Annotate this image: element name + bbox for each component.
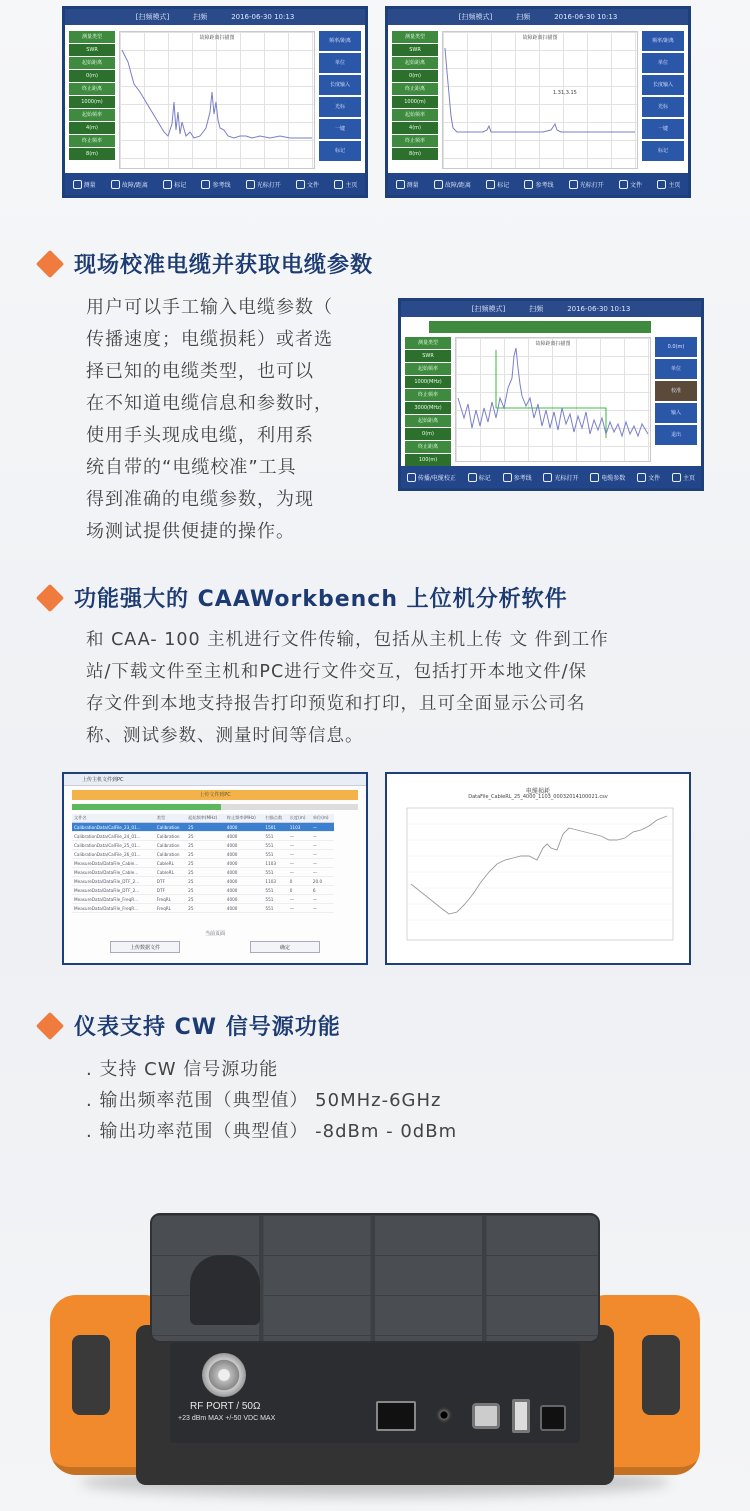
table-cell: 4000 xyxy=(225,895,264,904)
table-cell: 25 xyxy=(186,877,225,886)
paragraph-line: 得到准确的电缆参数，为现 xyxy=(86,489,314,510)
tab-cable-calibration: 传播/电缆校正 xyxy=(407,473,456,482)
distance-icon xyxy=(111,180,120,189)
table-cell: 551 xyxy=(263,895,287,904)
table-cell: — xyxy=(288,832,311,841)
menu-item: 长度输入 xyxy=(319,75,361,95)
menu-item: 长度输入 xyxy=(642,75,684,95)
menu-item: 校准 xyxy=(655,381,697,401)
table-cell: 1501 xyxy=(263,823,287,832)
table-cell: Calibration xyxy=(155,832,186,841)
table-cell: MeasureData/DataFile_DTF_2... xyxy=(72,877,155,886)
table-cell: 25 xyxy=(186,904,225,913)
home-icon xyxy=(657,180,666,189)
menu-item: 终止频率 xyxy=(392,135,438,147)
file-icon xyxy=(637,473,646,482)
audio-jack xyxy=(436,1407,452,1423)
table-cell: 4000 xyxy=(225,868,264,877)
section2-paragraph xyxy=(86,624,726,752)
status-mode: [扫频模式] xyxy=(458,13,493,21)
menu-item: 1000(m) xyxy=(392,96,438,108)
diamond-bullet-icon xyxy=(36,1011,64,1039)
table-cell: — xyxy=(311,895,334,904)
table-cell: — xyxy=(288,850,311,859)
table-cell: 25 xyxy=(186,832,225,841)
table-cell: CalibrationData/CalFile_26_01... xyxy=(72,850,155,859)
tab-measure: 测量 xyxy=(73,180,96,189)
table-cell: 20.0 xyxy=(311,877,334,886)
status-title: 扫频 xyxy=(516,13,531,21)
paragraph-line: 使用手头现成电缆，利用系 xyxy=(86,425,314,446)
menu-item: 起始频率 xyxy=(69,109,115,121)
menu-item: 频率/距离 xyxy=(642,31,684,51)
paragraph-line: 场测试提供便捷的操作。 xyxy=(86,521,295,542)
table-cell: 25 xyxy=(186,859,225,868)
trace-line xyxy=(120,32,316,148)
table-cell: 6 xyxy=(311,886,334,895)
table-row[interactable] xyxy=(72,823,334,832)
list-item: . 支持 CW 信号源功能 xyxy=(86,1059,279,1080)
tab-marker: 标记 xyxy=(468,473,491,482)
table-cell: DTF xyxy=(155,877,186,886)
menu-item: 测量类型 xyxy=(392,31,438,43)
table-cell: CableRL xyxy=(155,868,186,877)
column-header: 扫描点数 xyxy=(263,814,287,823)
reference-icon xyxy=(524,180,533,189)
left-menu xyxy=(392,31,438,161)
menu-item: 终止距离 xyxy=(392,83,438,95)
left-menu xyxy=(69,31,115,161)
status-title: 扫频 xyxy=(529,305,544,313)
table-cell: MeasureData/DataFile_Cable... xyxy=(72,868,155,877)
table-cell: 0 xyxy=(288,877,311,886)
table-cell: 1103 xyxy=(263,877,287,886)
trace-line xyxy=(443,32,639,148)
table-row[interactable] xyxy=(72,895,334,904)
section-title: 仪表支持 CW 信号源功能 xyxy=(74,1015,341,1040)
status-time: 2016-06-30 10:13 xyxy=(567,305,631,313)
menu-item: 1000(m) xyxy=(69,96,115,108)
tab-measure: 测量 xyxy=(396,180,419,189)
paragraph-line: 用户可以手工输入电缆参数（ xyxy=(86,297,333,318)
paragraph-line: 择已知的电缆类型，也可以 xyxy=(86,361,314,382)
status-bar xyxy=(65,9,365,25)
marker-icon xyxy=(468,473,477,482)
file-table xyxy=(72,814,334,913)
screenshot-dtf-1 xyxy=(62,6,368,198)
menu-item: 一键 xyxy=(642,119,684,139)
right-menu xyxy=(642,31,684,163)
section-heading-workbench xyxy=(40,582,568,613)
section-title: 现场校准电缆并获取电缆参数 xyxy=(74,253,374,278)
dialog-title: 上传主机文件到PC xyxy=(64,774,366,786)
trace-plot xyxy=(455,337,651,462)
table-cell: — xyxy=(288,904,311,913)
tab-file: 文件 xyxy=(619,180,642,189)
table-cell: MeasureData/DataFile_FreqR... xyxy=(72,904,155,913)
menu-item: 3000(MHz) xyxy=(405,402,451,414)
screenshot-upload-dialog xyxy=(62,772,368,965)
table-cell: DTF xyxy=(155,886,186,895)
file-icon xyxy=(296,180,305,189)
table-cell: — xyxy=(311,850,334,859)
table-row[interactable] xyxy=(72,841,334,850)
tab-home: 主页 xyxy=(334,180,357,189)
table-cell: 4000 xyxy=(225,877,264,886)
right-menu xyxy=(319,31,361,163)
plot-title: 故障距离扫描图 xyxy=(535,341,571,347)
table-cell: CalibrationData/CalFile_23_01... xyxy=(72,823,155,832)
paragraph-line: 统自带的“电缆校准”工具 xyxy=(86,457,297,478)
rf-port-label: RF PORT / 50Ω xyxy=(190,1401,261,1412)
table-cell: — xyxy=(311,904,334,913)
menu-item: 起始距离 xyxy=(69,57,115,69)
table-cell: 551 xyxy=(263,850,287,859)
reference-icon xyxy=(503,473,512,482)
calibration-icon xyxy=(407,473,416,482)
table-cell: Calibration xyxy=(155,823,186,832)
menu-item: 起始频率 xyxy=(392,109,438,121)
table-cell: — xyxy=(311,823,334,832)
parameter-strip xyxy=(429,321,651,333)
table-cell: CalibrationData/CalFile_24_01... xyxy=(72,832,155,841)
section-heading-cable-calibration xyxy=(40,248,373,279)
section-heading-cw-source xyxy=(40,1010,341,1041)
cursor-icon xyxy=(543,473,552,482)
menu-item: 起始频率 xyxy=(405,363,451,375)
diamond-bullet-icon xyxy=(36,249,64,277)
table-cell: 4000 xyxy=(225,850,264,859)
tab-file: 文件 xyxy=(637,473,660,482)
status-title: 扫频 xyxy=(193,13,208,21)
menu-item: 终止频率 xyxy=(405,389,451,401)
status-mode: [扫频模式] xyxy=(135,13,170,21)
table-cell: 551 xyxy=(263,886,287,895)
paragraph-line: 存文件到本地支持报告打印预览和打印，且可全面显示公司名 xyxy=(86,694,586,714)
table-cell: 551 xyxy=(263,904,287,913)
table-cell: MeasureData/DataFile_Cable... xyxy=(72,859,155,868)
reference-icon xyxy=(201,180,210,189)
menu-item: 4(m) xyxy=(69,122,115,134)
menu-item: 频率/距离 xyxy=(319,31,361,51)
tab-reference: 参考线 xyxy=(503,473,532,482)
home-icon xyxy=(672,473,681,482)
tab-home: 主页 xyxy=(657,180,680,189)
column-header: 起始频率(MHz) xyxy=(186,814,225,823)
table-cell: 25 xyxy=(186,823,225,832)
ethernet-port xyxy=(376,1401,416,1431)
usb-b-port xyxy=(472,1403,500,1429)
distance-icon xyxy=(434,180,443,189)
table-cell: Calibration xyxy=(155,841,186,850)
table-cell: MeasureData/DataFile_FreqR... xyxy=(72,895,155,904)
menu-item: 4(m) xyxy=(392,122,438,134)
rf-port-spec: +23 dBm MAX +/-50 VDC MAX xyxy=(178,1415,276,1422)
menu-item: 8(m) xyxy=(392,148,438,160)
table-cell: 4000 xyxy=(225,841,264,850)
tab-bar xyxy=(388,173,688,195)
menu-item: 标记 xyxy=(319,141,361,161)
cursor-icon xyxy=(246,180,255,189)
tab-cable-params: 电缆参数 xyxy=(590,473,625,482)
tab-cursor: 光标打开 xyxy=(543,473,578,482)
screenshot-report xyxy=(385,772,691,965)
tab-reference: 参考线 xyxy=(201,180,230,189)
tab-marker: 标记 xyxy=(486,180,509,189)
menu-item: 单位 xyxy=(655,359,697,379)
device-illustration xyxy=(50,1205,700,1505)
menu-item: SWR xyxy=(392,44,438,56)
status-bar xyxy=(401,301,701,317)
table-cell: — xyxy=(311,859,334,868)
menu-item: 单位 xyxy=(319,53,361,73)
left-menu xyxy=(405,337,451,467)
table-row[interactable] xyxy=(72,832,334,841)
menu-item: 测量类型 xyxy=(405,337,451,349)
menu-item: 起始距离 xyxy=(392,57,438,69)
paragraph-line: 传播速度；电缆损耗）或者选 xyxy=(86,329,333,350)
paragraph-line: 在不知道电缆信息和参数时， xyxy=(86,393,333,414)
menu-item: 测量类型 xyxy=(69,31,115,43)
tab-file: 文件 xyxy=(296,180,319,189)
screenshot-cable-calibration xyxy=(398,298,704,491)
menu-item: 光标 xyxy=(642,97,684,117)
trace-line xyxy=(456,338,652,442)
menu-item: SWR xyxy=(405,350,451,362)
column-header: 类型 xyxy=(155,814,186,823)
progress-fill xyxy=(72,804,221,810)
table-cell: — xyxy=(288,859,311,868)
right-menu xyxy=(655,337,697,447)
table-cell: 25 xyxy=(186,841,225,850)
table-cell: 551 xyxy=(263,868,287,877)
table-cell: 25 xyxy=(186,886,225,895)
paragraph-line: 称、测试参数、测量时间等信息。 xyxy=(86,726,364,746)
menu-item: 1000(MHz) xyxy=(405,376,451,388)
report-title: 电缆损耗 xyxy=(525,788,550,795)
menu-item: 0(m) xyxy=(69,70,115,82)
progress-bar xyxy=(72,804,358,810)
tab-fault-distance: 故障/距离 xyxy=(111,180,148,189)
column-header: 长度(m) xyxy=(288,814,311,823)
table-cell: 551 xyxy=(263,841,287,850)
status-time: 2016-06-30 10:13 xyxy=(554,13,618,21)
dialog-banner: 上传文件到PC xyxy=(72,790,358,800)
menu-item: 输入 xyxy=(655,403,697,423)
marker-icon xyxy=(163,180,172,189)
tab-home: 主页 xyxy=(672,473,695,482)
table-cell: CableRL xyxy=(155,859,186,868)
menu-item: SWR xyxy=(69,44,115,56)
paragraph-line: 和 CAA- 100 主机进行文件传输，包括从主机上传 文 件到工作 xyxy=(86,630,609,650)
menu-item: 终止距离 xyxy=(69,83,115,95)
menu-item: 0(m) xyxy=(392,70,438,82)
cursor-icon xyxy=(569,180,578,189)
table-row[interactable] xyxy=(72,868,334,877)
plot-title: 故障距离扫描图 xyxy=(522,35,558,41)
table-row[interactable] xyxy=(72,886,334,895)
menu-item: 一键 xyxy=(319,119,361,139)
table-cell: 25 xyxy=(186,850,225,859)
column-header: 终止频率(MHz) xyxy=(225,814,264,823)
list-item: . 输出功率范围（典型值） -8dBm - 0dBm xyxy=(86,1121,458,1142)
usb-a-port xyxy=(512,1399,530,1433)
dialog-status: 当前页面 xyxy=(204,931,225,937)
menu-item: 退出 xyxy=(655,425,697,445)
report-chart xyxy=(401,804,677,954)
menu-item: 100(m) xyxy=(405,454,451,466)
status-bar xyxy=(388,9,688,25)
table-cell: 4000 xyxy=(225,832,264,841)
table-cell: — xyxy=(288,841,311,850)
table-cell: 0 xyxy=(288,886,311,895)
section-title: 功能强大的 CAAWorkbench 上位机分析软件 xyxy=(74,587,568,612)
table-cell: 4000 xyxy=(225,823,264,832)
menu-item: 0.0(m) xyxy=(655,337,697,357)
table-cell: — xyxy=(288,895,311,904)
table-cell: 551 xyxy=(263,832,287,841)
menu-item: 8(m) xyxy=(69,148,115,160)
trace-plot xyxy=(119,31,315,169)
upload-file-button[interactable]: 上传数据文件 xyxy=(110,941,180,953)
table-cell: 25 xyxy=(186,868,225,877)
report-subtitle: DataFile_CableRL_25_4000_1103_00032014100021.csv xyxy=(468,794,608,800)
screenshot-dtf-2 xyxy=(385,6,691,198)
menu-item: 标记 xyxy=(642,141,684,161)
table-cell: 4000 xyxy=(225,904,264,913)
tab-reference: 参考线 xyxy=(524,180,553,189)
table-cell: — xyxy=(311,841,334,850)
tab-marker: 标记 xyxy=(163,180,186,189)
home-icon xyxy=(334,180,343,189)
diamond-bullet-icon xyxy=(36,583,64,611)
tab-bar xyxy=(65,173,365,195)
table-cell: — xyxy=(311,832,334,841)
table-cell: FreqRL xyxy=(155,904,186,913)
tab-fault-distance: 故障/距离 xyxy=(434,180,471,189)
table-cell: 1103 xyxy=(288,823,311,832)
column-header: 单位(m) xyxy=(311,814,334,823)
table-cell: 4000 xyxy=(225,886,264,895)
tab-cursor: 光标打开 xyxy=(569,180,604,189)
table-cell: — xyxy=(288,868,311,877)
status-mode: [扫频模式] xyxy=(471,305,506,313)
table-cell: MeasureData/DataFile_DTF_2... xyxy=(72,886,155,895)
section1-paragraph xyxy=(86,292,386,548)
table-row[interactable] xyxy=(72,877,334,886)
measure-icon xyxy=(396,180,405,189)
table-cell: FreqRL xyxy=(155,895,186,904)
tab-cursor: 光标打开 xyxy=(246,180,281,189)
cable-icon xyxy=(590,473,599,482)
rf-port-connector xyxy=(202,1353,246,1397)
menu-item: 0(m) xyxy=(405,428,451,440)
status-time: 2016-06-30 10:13 xyxy=(231,13,295,21)
menu-item: 起始距离 xyxy=(405,415,451,427)
table-cell: 25 xyxy=(186,895,225,904)
list-item: . 输出频率范围（典型值） 50MHz-6GHz xyxy=(86,1090,442,1111)
power-jack xyxy=(540,1405,566,1431)
plot-title: 故障距离扫描图 xyxy=(199,35,235,41)
table-row[interactable] xyxy=(72,904,334,913)
table-cell: Calibration xyxy=(155,850,186,859)
menu-item: 光标 xyxy=(319,97,361,117)
table-row[interactable] xyxy=(72,859,334,868)
column-header: 文件名 xyxy=(72,814,155,823)
tab-bar xyxy=(401,466,701,488)
menu-item: 单位 xyxy=(642,53,684,73)
table-cell: 4000 xyxy=(225,859,264,868)
menu-item: 终止频率 xyxy=(69,135,115,147)
cw-feature-list xyxy=(86,1054,457,1147)
marker-readout: 1.31,3.15 xyxy=(553,90,577,96)
trace-plot xyxy=(442,31,638,169)
measure-icon xyxy=(73,180,82,189)
table-cell: 1103 xyxy=(263,859,287,868)
menu-item: 终止距离 xyxy=(405,441,451,453)
confirm-button[interactable]: 确定 xyxy=(250,941,320,953)
dialog-buttons xyxy=(64,941,366,953)
table-row[interactable] xyxy=(72,850,334,859)
file-icon xyxy=(619,180,628,189)
paragraph-line: 站/下载文件至主机和PC进行文件交互，包括打开本地文件/保 xyxy=(86,662,588,682)
table-cell: — xyxy=(311,868,334,877)
table-cell: CalibrationData/CalFile_25_01... xyxy=(72,841,155,850)
marker-icon xyxy=(486,180,495,189)
